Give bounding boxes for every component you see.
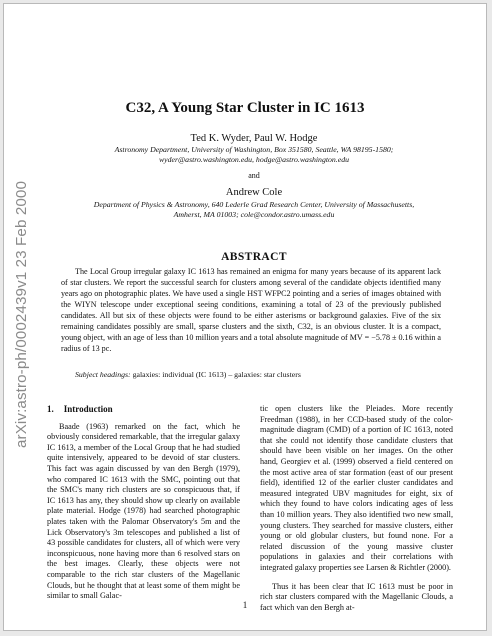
arxiv-identifier-stamp (3, 124, 42, 504)
subject-headings-label: Subject headings: (75, 370, 131, 379)
affiliation-uw-address: Astronomy Department, University of Washington, Box 351580, Seattle, WA 98195-1580; (114, 145, 394, 154)
subject-headings (75, 370, 445, 379)
author-line: Ted K. Wyder, Paul W. Hodge (190, 133, 318, 144)
author-cole: Andrew Cole (225, 187, 283, 198)
paper-title: C32, A Young Star Cluster in IC 1613 (125, 100, 365, 116)
intro-paragraph-1: Baade (1963) remarked on the fact, which he obviously considered remarkable, that the irregular galaxy IC 1613, a member of the Local Group that he had studied quite intensively, appeared to be devoid of star clusters. This fact was again discussed by van den Bergh (1979), who compared IC 1613 with the SMC, pointing out that the SMC's many rich clusters are so conspicuous that, if IC 1613 has any, they should show up clearly on available plate material. Hodge (1978) had searched photographic plates taken with the Palomar Observatory's 5m and the Lick Observatory's 3m telescopes and published a list of 43 possible candidates for clusters, all of which were very inconspicuous, none having more than 6 resolved stars on the best images. Clearly, these objects were not comparable to the rich star clusters of the Magellanic Clouds, but he thought that at least some of them might be similar to small Galac- (47, 421, 240, 601)
arxiv-stamp-text: arXiv:astro-ph/0002439v1 23 Feb 2000 (13, 180, 31, 448)
paper-page (3, 3, 487, 631)
section-title: Introduction (63, 404, 113, 414)
affiliation-umass (44, 200, 464, 219)
left-column (47, 404, 240, 602)
abstract-text: The Local Group irregular galaxy IC 1613 has remained an enigma for many years because of its apparent lack of star clusters. We report the successful search for clusters among several of the candidate objects identified many years ago on photographic plates. We have used a single HST WFPC2 pointing and a series of images obtained with the WIYN telescope under exceptional seeing conditions, examining a total of 23 of the previously published candidates. All but six of these objects were found to be either asterisms or background galaxies. Five of the six remaining candidates possibly are small, sparse clusters and the sixth, C32, is an obvious cluster. It is a compact, young object, with an age of less than 10 million years and a total absolute magnitude of MV = −5.78 ± 0.16 within a radius of 13 pc. (61, 267, 441, 353)
section-number: 1. (47, 404, 54, 414)
affiliation-uw-emails: wyder@astro.washington.edu, hodge@astro.washington.edu (158, 154, 350, 164)
affiliation-umass-line1: Department of Physics & Astronomy, 640 Lederle Grad Research Center, University of Massachusetts, (93, 200, 415, 209)
subject-headings-text: galaxies: individual (IC 1613) – galaxies: star clusters (132, 370, 301, 379)
affiliation-uw (44, 145, 464, 164)
right-column (260, 404, 453, 613)
intro-paragraph-1-continued: tic open clusters like the Pleiades. More recently Freedman (1988), in her CCD-based study of the color-magnitude diagram (CMD) of a portion of IC 1613, noted that she could not identify those candidate clusters that should have been visible on her images. On the other hand, Georgiev et al. (1999) observed a field centered on the most active area of star formation (east of our present field), identified 12 of the earlier cluster candidates and measured integrated UBV magnitudes for eight, six of which they found to have colors indicating ages of less than 10 million years. They also identified two new small, young clusters. They searched for massive clusters, either young or old globular clusters, but found none. For a related discussion of the young massive cluster populations in galaxies and their correlations with integrated galaxy properties see Larsen & Richtler (2000). (260, 404, 453, 572)
and-separator: and (248, 171, 260, 180)
intro-paragraph-2: Thus it has been clear that IC 1613 must be poor in rich star clusters compared with the Magellanic Clouds, a fact which van den Bergh at- (260, 581, 453, 612)
abstract-heading: ABSTRACT (221, 251, 287, 263)
section-heading-introduction (47, 404, 240, 415)
page-number: 1 (242, 600, 248, 610)
affiliation-umass-line2: Amherst, MA 01003; cole@condor.astro.umass.edu (173, 209, 335, 219)
